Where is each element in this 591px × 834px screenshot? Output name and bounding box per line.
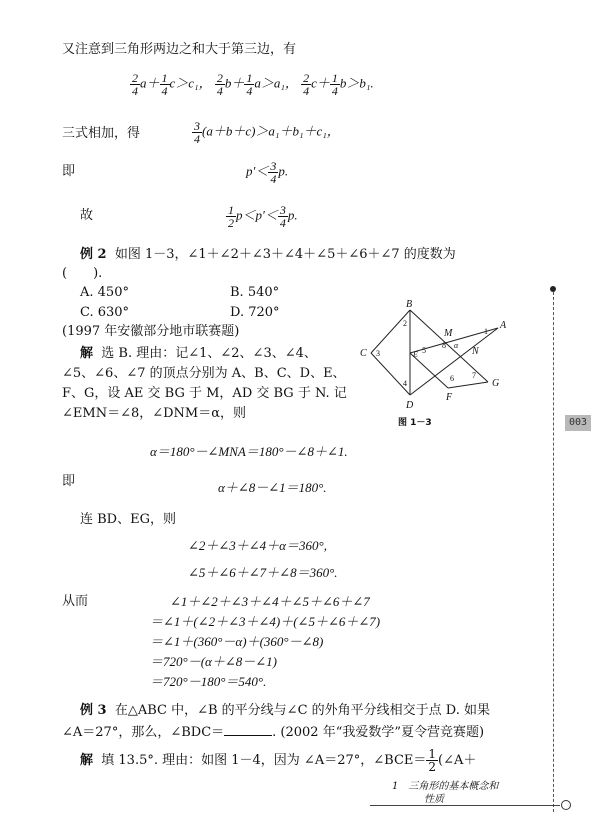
text-line: 从而 xyxy=(62,594,89,609)
gu-inequality: $\frac{1}{2}$ p＜p′＜ $\frac{3}{4}$ p. xyxy=(228,203,298,230)
label-b: B xyxy=(406,299,413,310)
text-line: ∠5、∠6、∠7 的顶点分别为 A、B、C、D、E、 xyxy=(62,366,346,381)
example-3-line: 例 3 在△ABC 中，∠B 的平分线与∠C 的外角平分线相交于点 D. 如果 xyxy=(80,703,491,718)
label-d: D xyxy=(406,400,414,411)
footer-circle xyxy=(561,800,571,810)
angle-label-3: 3 xyxy=(376,349,380,358)
label-e: E xyxy=(413,350,418,359)
fraction: $\frac{3}{4}$ xyxy=(270,159,277,186)
fraction: $\frac{2}{4}$ xyxy=(216,71,223,98)
option-d: D. 720° xyxy=(230,305,280,320)
footer-line-2: 性质 xyxy=(424,794,444,805)
fraction: $\frac{1}{2}$ xyxy=(228,203,234,230)
text-line: ∠EMN＝∠8，∠DNM＝α，则 xyxy=(62,406,247,421)
label-a: A xyxy=(500,320,507,331)
label-c: C xyxy=(360,348,367,359)
equation: ∠1＋∠2＋∠3＋∠4＋∠5＋∠6＋∠7 xyxy=(170,594,370,609)
equation: ∠5＋∠6＋∠7＋∠8＝360°. xyxy=(188,565,338,580)
option-b: B. 540° xyxy=(230,285,280,300)
fraction: $\frac{1}{4}$ xyxy=(331,71,338,98)
segment-cd xyxy=(371,353,410,395)
p-inequality: p′＜ $\frac{3}{4}$ p. xyxy=(246,159,289,186)
solution-line: 解 选 B. 理由：记∠1、∠2、∠3、∠4、 xyxy=(80,346,317,361)
label-g: G xyxy=(492,378,500,389)
answer-blank xyxy=(224,723,272,736)
margin-dashed-line xyxy=(553,292,554,812)
text-line: 又注意到三角形两边之和大于第三边，有 xyxy=(62,42,297,57)
example-2-line: 例 2 如图 1－3，∠1＋∠2＋∠3＋∠4＋∠5＋∠6＋∠7 的度数为 xyxy=(80,247,456,262)
fraction: $\frac{3}{4}$ xyxy=(194,119,200,146)
footer-line-1: 1 三角形的基本概念和 xyxy=(392,781,499,792)
equation: ＝720°－180°＝540°. xyxy=(150,674,267,689)
equation: ＝∠1＋(∠2＋∠3＋∠4)＋(∠5＋∠6＋∠7) xyxy=(150,614,381,629)
text-line: 即 xyxy=(62,474,76,489)
option-c: C. 630° xyxy=(80,305,130,320)
angle-label-7: 7 xyxy=(472,371,476,380)
equation: α＋∠8－∠1＝180°. xyxy=(218,480,327,495)
example-label: 例 2 xyxy=(80,247,107,262)
chapter-footer xyxy=(392,780,498,806)
equation: α＝180°－∠MNA＝180°－∠8＋∠1. xyxy=(150,444,348,459)
label-m: M xyxy=(444,328,453,339)
fraction: $\frac{3}{4}$ xyxy=(279,203,286,230)
fraction: $\frac{1}{4}$ xyxy=(246,71,253,98)
label-f: F xyxy=(446,392,453,403)
source-line: (1997 年安徽部分地市联赛题) xyxy=(62,324,240,339)
fraction: $\frac{2}{4}$ xyxy=(303,71,310,98)
solution-line: 解 填 13.5°. 理由：如图 1－4，因为 ∠A＝27°，∠BCE＝ $\frac{1}{2}$ (∠A＋ xyxy=(80,747,477,774)
angle-label-alpha: α xyxy=(454,341,459,350)
text-line: 三式相加，得 xyxy=(62,126,141,141)
segment-da xyxy=(410,328,498,395)
angle-label-2: 2 xyxy=(403,319,407,328)
text-line: 故 xyxy=(80,208,94,223)
fraction: $\frac{2}{4}$ xyxy=(132,71,138,98)
text-line: 即 xyxy=(62,164,76,179)
page-number-tab: 003 xyxy=(565,415,591,431)
text-line: ( ). xyxy=(62,266,103,281)
label-n: N xyxy=(472,346,479,357)
sum-equation: $\frac{3}{4}$ (a＋b＋c)＞a₁＋b₁＋c₁， xyxy=(194,119,340,146)
segment-bc xyxy=(371,310,410,353)
footer-rule xyxy=(370,805,560,806)
angle-label-8: 8 xyxy=(442,341,446,350)
equation: ＝720°－(α＋∠8－∠1) xyxy=(150,654,277,669)
equation: ＝∠1＋(360°－α)＋(360°－∠8) xyxy=(150,634,324,649)
figure-1-3 xyxy=(338,298,513,428)
option-a: A. 450° xyxy=(80,285,129,300)
equation: ∠2＋∠3＋∠4＋α＝360°, xyxy=(188,538,327,553)
margin-dot xyxy=(550,286,556,292)
inequality-line: $\frac{2}{4}$ a＋ $\frac{1}{4}$ c＞c₁， $\frac{2}{4}$ b＋ $\frac{1}{4}$ a＞a₁， $\frac{2}{4}$ c＋ $\frac{1}{4}$ b＞b₁. xyxy=(132,71,374,98)
angle-label-6: 6 xyxy=(450,374,454,383)
fraction: $\frac{1}{2}$ xyxy=(428,747,437,774)
segment-fg xyxy=(448,382,488,388)
angle-label-5: 5 xyxy=(422,346,426,355)
angle-label-4: 4 xyxy=(403,379,407,388)
text-line: 连 BD、EG，则 xyxy=(80,512,176,527)
fraction: $\frac{1}{4}$ xyxy=(161,71,168,98)
text-line: ∠A＝27°，那么，∠BDC＝ . (2002 年“我爱数学”夏令营竞赛题) xyxy=(62,725,485,740)
figure-caption: 图 1－3 xyxy=(398,418,432,428)
angle-label-1: 1 xyxy=(484,327,488,336)
text-line: F、G，设 AE 交 BG 于 M，AD 交 BG 于 N. 记 xyxy=(62,386,347,401)
